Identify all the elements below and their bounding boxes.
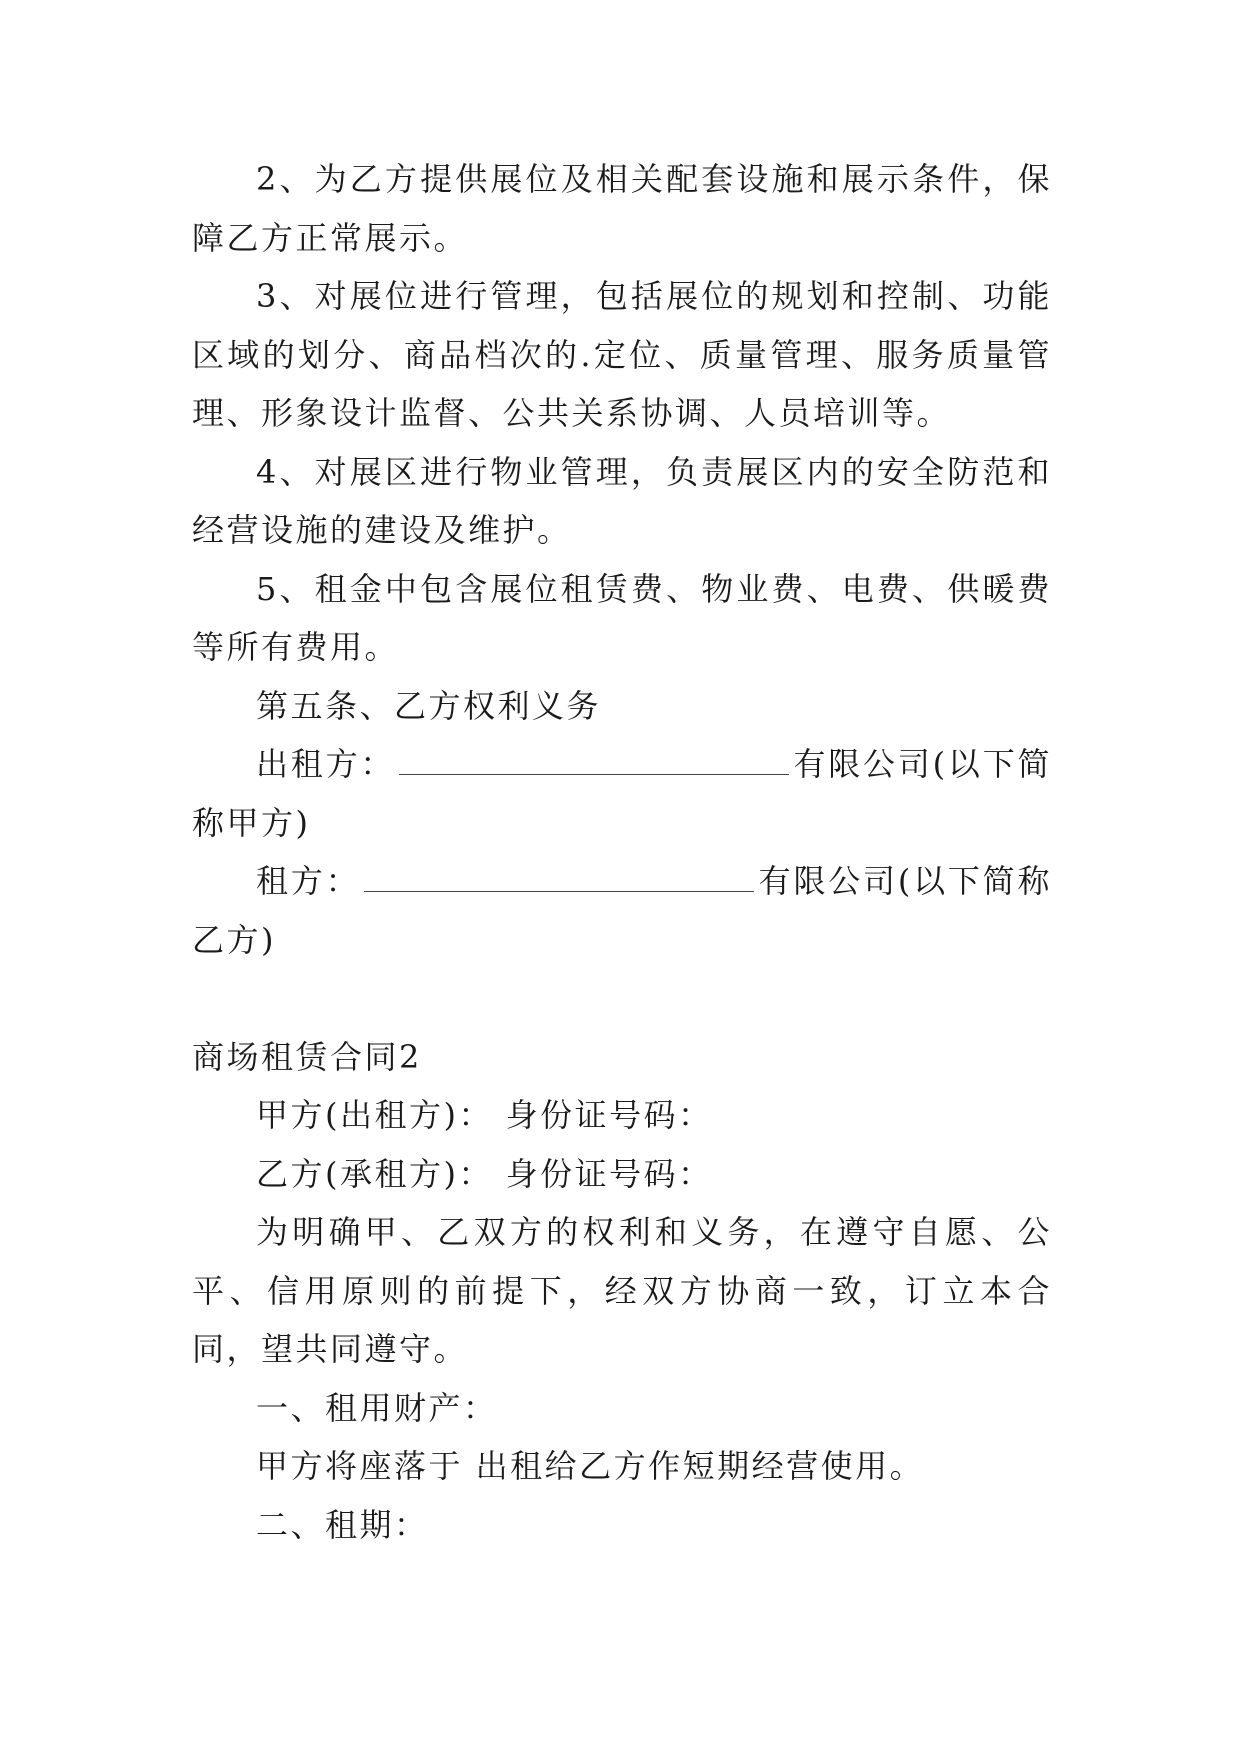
lessee-suffix: 有限公司(以下简称乙方) <box>192 862 1052 959</box>
spacer <box>192 969 1052 1028</box>
party-b-line: 乙方(承租方)： 身份证号码： <box>256 1154 713 1193</box>
lessor-line <box>192 735 1052 852</box>
clause-4: 4、对展区进行物业管理，负责展区内的安全防范和经营设施的建设及维护。 <box>192 452 1052 549</box>
preamble: 为明确甲、乙双方的权利和义务，在遵守自愿、公平、信用原则的前提下，经双方协商一致，订立本合同，望共同遵守。 <box>192 1213 1052 1368</box>
lessor-label: 出租方： <box>256 745 396 783</box>
section-1-body: 甲方将座落于 出租给乙方作短期经营使用。 <box>256 1447 925 1485</box>
lessor-blank <box>399 745 789 775</box>
document-body <box>192 150 1052 1554</box>
lessor-suffix: 有限公司(以下简称甲方) <box>192 745 1052 842</box>
article-5-title: 第五条、乙方权利义务 <box>256 686 602 725</box>
contract-2-heading: 商场租赁合同2 <box>192 1037 422 1076</box>
lessee-line <box>192 852 1052 969</box>
clause-5: 5、租金中包含展位租赁费、物业费、电费、供暖费等所有费用。 <box>192 569 1052 666</box>
party-a-line: 甲方(出租方)： 身份证号码： <box>256 1096 713 1134</box>
section-1-title: 一、租用财产： <box>256 1388 498 1427</box>
clause-2: 2、为乙方提供展位及相关配套设施和展示条件，保障乙方正常展示。 <box>192 160 1052 257</box>
lessee-label: 租方： <box>256 862 361 900</box>
clause-3: 3、对展位进行管理，包括展位的规划和控制、功能区域的划分、商品档次的.定位、质量管理、服务质量管理、形象设计监督、公共关系协调、人员培训等。 <box>192 277 1052 432</box>
section-2-title: 二、租期： <box>256 1505 429 1544</box>
lessee-blank <box>364 862 754 892</box>
